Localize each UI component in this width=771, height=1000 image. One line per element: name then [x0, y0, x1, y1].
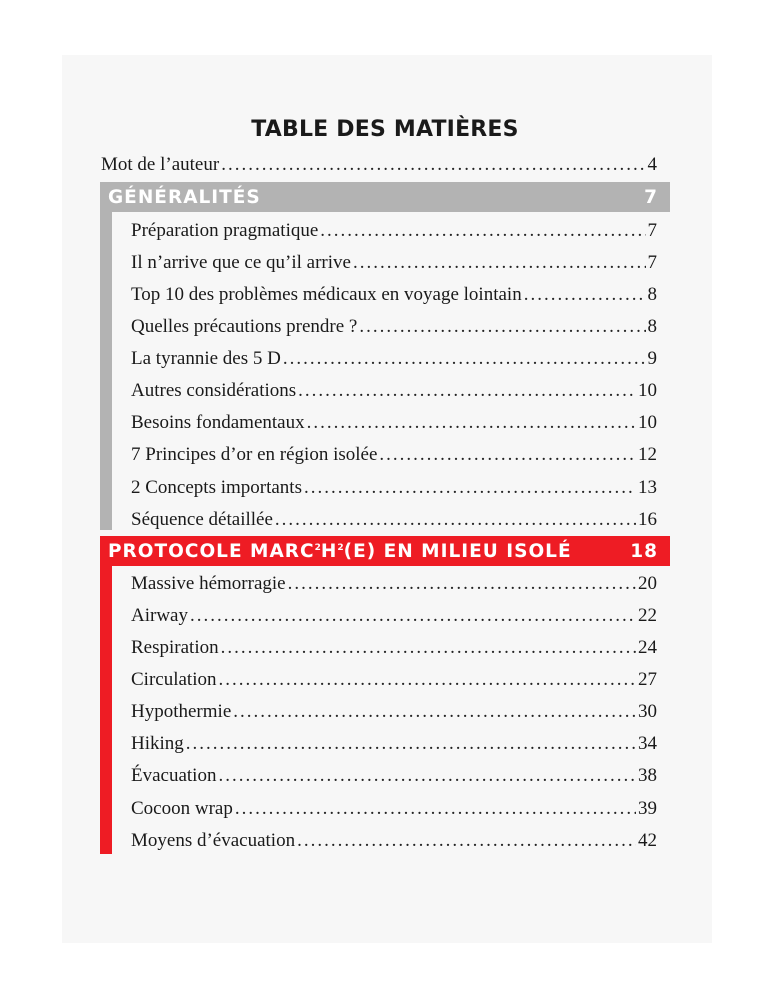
page-title: TABLE DES MATIÈRES — [251, 117, 519, 142]
toc-entry[interactable] — [131, 732, 657, 756]
toc-entry[interactable] — [131, 636, 657, 660]
toc-entry-label: 7 Principes d’or en région isolée — [131, 444, 378, 465]
toc-entry[interactable] — [131, 700, 657, 724]
section-page: 7 — [644, 186, 658, 208]
dot-leader — [379, 443, 636, 467]
toc-entry-label: Il n’arrive que ce qu’il arrive — [131, 252, 351, 273]
dot-leader — [221, 636, 636, 660]
toc-entry[interactable] — [131, 411, 657, 435]
toc-entry-page: 22 — [638, 605, 657, 626]
toc-entry-page: 20 — [638, 573, 657, 594]
toc-entry[interactable] — [131, 764, 657, 788]
toc-entry-label: Hypothermie — [131, 701, 232, 722]
dot-leader — [304, 476, 636, 500]
toc-entry-label: Cocoon wrap — [131, 798, 233, 819]
toc-entry-label: Préparation pragmatique — [131, 220, 319, 241]
section-side-bar — [100, 566, 112, 854]
toc-entry-page: 39 — [638, 798, 657, 819]
toc-entry-page: 7 — [647, 252, 657, 273]
dot-leader — [307, 411, 636, 435]
toc-entry-page: 12 — [638, 444, 657, 465]
dot-leader — [353, 251, 646, 275]
toc-entry[interactable] — [131, 347, 657, 371]
dot-leader — [275, 508, 636, 532]
toc-entry[interactable] — [131, 379, 657, 403]
toc-entry[interactable] — [131, 315, 657, 339]
dot-leader — [524, 283, 646, 307]
toc-entry-label: Respiration — [131, 637, 219, 658]
dot-leader — [283, 347, 646, 371]
toc-entry-label: Séquence détaillée — [131, 509, 273, 530]
toc-entry-page: 16 — [638, 509, 657, 530]
dot-leader — [297, 829, 636, 853]
dot-leader — [218, 764, 636, 788]
toc-entry-label: Airway — [131, 605, 188, 626]
toc-entry[interactable] — [131, 251, 657, 275]
toc-entry-page: 7 — [647, 220, 657, 241]
toc-entry-page: 4 — [647, 154, 657, 175]
toc-entry[interactable] — [131, 443, 657, 467]
toc-entry-label: Top 10 des problèmes médicaux en voyage lointain — [131, 284, 522, 305]
section-side-bar — [100, 212, 112, 530]
toc-entry-page: 8 — [647, 284, 657, 305]
toc-entry-page: 34 — [638, 733, 657, 754]
toc-entry-label: Besoins fondamentaux — [131, 412, 305, 433]
toc-entry[interactable] — [131, 476, 657, 500]
toc-entry-label: Évacuation — [131, 765, 217, 786]
dot-leader — [186, 732, 636, 756]
toc-entry-label: Hiking — [131, 733, 184, 754]
toc-entry[interactable] — [131, 797, 657, 821]
toc-entry-label: Moyens d’évacuation — [131, 830, 296, 851]
dot-leader — [218, 668, 636, 692]
dot-leader — [235, 797, 636, 821]
dot-leader — [359, 315, 645, 339]
toc-entry-page: 8 — [647, 316, 657, 337]
toc-entry[interactable] — [131, 219, 657, 243]
toc-entry-page: 38 — [638, 765, 657, 786]
toc-entry[interactable] — [131, 283, 657, 307]
toc-entry-label: Mot de l’auteur — [101, 154, 220, 175]
toc-entry-page: 10 — [638, 380, 657, 401]
dot-leader — [288, 572, 636, 596]
toc-entry-label: 2 Concepts importants — [131, 477, 302, 498]
section-header-protocole[interactable] — [100, 536, 670, 566]
toc-entry-label: La tyrannie des 5 D — [131, 348, 281, 369]
section-title: PROTOCOLE $MARC^2H^2(E)$ EN MILIEU ISOLÉ — [108, 540, 572, 562]
section-header-generalites[interactable] — [100, 182, 670, 212]
toc-entry[interactable] — [131, 668, 657, 692]
dot-leader — [320, 219, 645, 243]
toc-entry-page: 13 — [638, 477, 657, 498]
section-page: 18 — [630, 540, 658, 562]
section-title: GÉNÉRALITÉS — [108, 186, 261, 208]
toc-entry-page: 27 — [638, 669, 657, 690]
toc-entry[interactable] — [131, 604, 657, 628]
toc-entry-page: 42 — [638, 830, 657, 851]
toc-entry[interactable] — [131, 829, 657, 853]
toc-entry-label: Quelles précautions prendre ? — [131, 316, 358, 337]
dot-leader — [221, 153, 645, 177]
toc-entry-page: 9 — [647, 348, 657, 369]
dot-leader — [233, 700, 636, 724]
toc-entry-label: Massive hémorragie — [131, 573, 286, 594]
dot-leader — [298, 379, 636, 403]
toc-entry-page: 30 — [638, 701, 657, 722]
toc-entry-label: Autres considérations — [131, 380, 297, 401]
toc-entry[interactable] — [131, 508, 657, 532]
toc-entry-page: 24 — [638, 637, 657, 658]
toc-entry-author-note[interactable] — [101, 153, 657, 177]
dot-leader — [190, 604, 636, 628]
toc-entry[interactable] — [131, 572, 657, 596]
toc-entry-label: Circulation — [131, 669, 217, 690]
toc-entry-page: 10 — [638, 412, 657, 433]
